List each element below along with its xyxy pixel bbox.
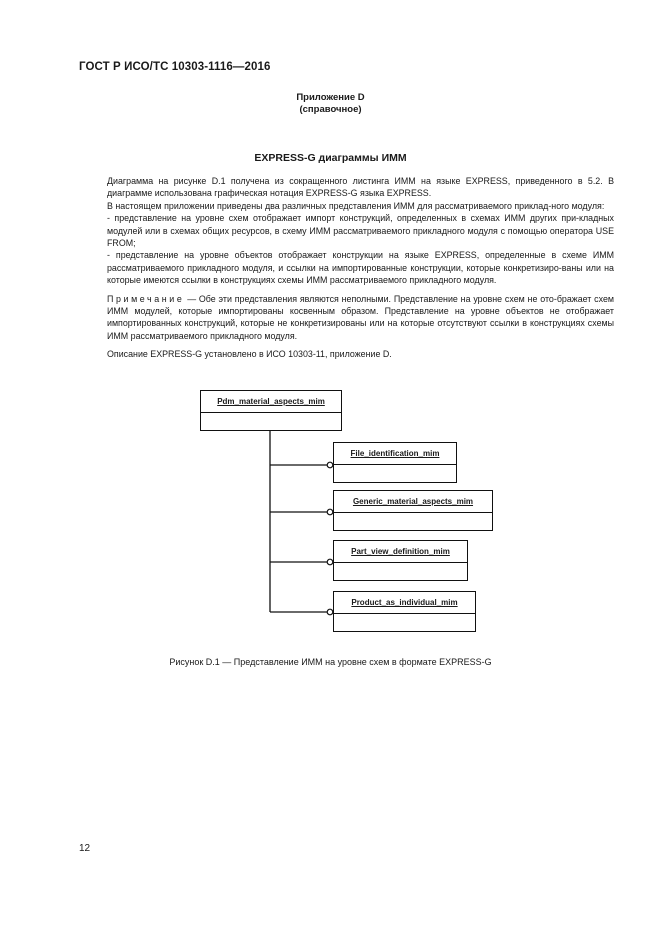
note-text: — Обе эти представления являются неполными. Представление на уровне схем не ото-бражает схем ИММ модулей, которые импортированы косвенным образом. Представление на уровне объектов не отображает импортированных конструкций, которые не конкретизированы или на которые отсутствуют ссылки в конструкциях схемы ИММ рассматриваемого прикладного модуля. [107,293,614,341]
entity-product-as-individual-mim [333,591,476,632]
entity-name: Pdm_material_aspects_mim [201,391,341,413]
entity-name: File_identification_mim [334,443,456,465]
entity-name: Product_as_individual_mim [334,592,475,614]
paragraph-reference: Описание EXPRESS-G установлено в ИСО 10303-11, приложение D. [107,349,392,360]
page-number: 12 [79,843,91,854]
entity-pdm-material-aspects-mim [200,390,342,431]
entity-file-identification-mim [333,442,457,483]
appendix-title: Приложение D [296,92,365,103]
appendix-subtitle: (справочное) [299,104,362,115]
entity-name: Generic_material_aspects_mim [334,491,492,513]
figure-caption: Рисунок D.1 — Представление ИММ на уровне схем в формате EXPRESS-G [169,657,492,667]
connector-circle-1 [327,462,333,468]
entity-name: Part_view_definition_mim [334,541,467,563]
section-title: EXPRESS-G диаграммы ИММ [254,152,407,164]
connector-circle-3 [327,559,333,565]
note-label: Примечание [107,293,185,304]
entity-part-view-definition-mim [333,540,468,581]
paragraph-intro: Диаграмма на рисунке D.1 получена из сокращенного листинга ИММ на языке EXPRESS, приведенного в 5.2. В диаграмме использована графическая нотация EXPRESS-G языка EXPRESS. [107,176,614,199]
document-header: ГОСТ Р ИСО/ТС 10303-1116—2016 [79,61,271,73]
entity-generic-material-aspects-mim [333,490,493,531]
paragraph-schema-level: - представление на уровне схем отображает импорт конструкций, определенных в схемах ИММ других при-кладных модулей или в схемах общих ресурсов, в схему ИММ рассматриваемого прикладного модуля с помощью оператора USE FROM; [107,213,614,249]
paragraph-object-level: - представление на уровне объектов отображает конструкции на языке EXPRESS, определенные в схеме ИММ рассматриваемого прикладного модуля, и ссылки на импортированные конструкции, которые конкретизиро-ваны или на которые имеются ссылки в конструкциях схемы ИММ рассматриваемого прикладного модуля. [107,250,614,286]
connector-circle-2 [327,509,333,515]
connector-circle-4 [327,609,333,615]
paragraph-representations: В настоящем приложении приведены два различных представления ИММ для рассматриваемого приклад-ного модуля: [107,200,605,211]
